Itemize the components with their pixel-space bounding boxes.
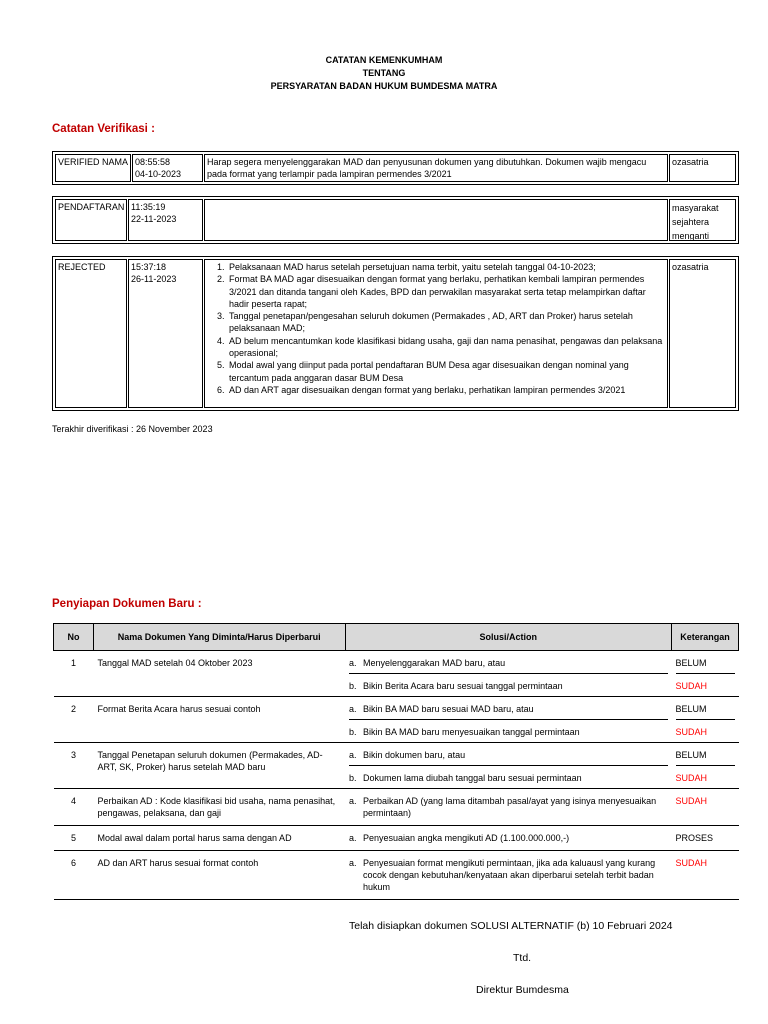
column-header-nama: Nama Dokumen Yang Diminta/Harus Diperbarui [93, 624, 345, 651]
row-nama: Format Berita Acara harus sesuai contoh [93, 697, 345, 743]
solusi-text: Bikin Berita Acara baru sesuai tanggal permintaan [363, 681, 563, 691]
doc-title-line-1: CATATAN KEMENKUMHAM [325, 55, 443, 65]
table-header-row [54, 624, 739, 651]
row-nama: AD dan ART harus sesuai format contoh [93, 851, 345, 900]
row-no: 1 [54, 651, 94, 697]
row-keterangan [672, 789, 739, 826]
table-row [54, 651, 739, 697]
solusi-text: Dokumen lama diubah tanggal baru sesuai permintaan [363, 773, 582, 783]
solusi-item [349, 673, 667, 696]
rejection-item: 4. AD belum mencantumkan kode klasifikasi bidang usaha, gaji dan nama penasihat, pengawas dan pelaksana operasional; [227, 335, 665, 360]
entry-datetime [132, 154, 203, 182]
doc-title-line-2: TENTANG [362, 68, 406, 78]
entry-user: masyarakat sejahtera menganti [669, 199, 736, 241]
entry-date: 04-10-2023 [135, 169, 182, 179]
row-nama: Perbaikan AD : Kode klasifikasi bid usaha, nama penasihat, pengawas, pelaksana, dan gaji [93, 789, 345, 826]
status-badge: SUDAH [675, 858, 708, 868]
table-row [54, 697, 739, 743]
entry-datetime [128, 199, 203, 241]
solusi-letter: a. [349, 704, 357, 714]
entry-time: 15:37:18 [131, 262, 167, 272]
verifikasi-entry [52, 151, 739, 185]
solusi-item [349, 697, 667, 719]
row-solusi [345, 651, 671, 697]
doc-title-line-3: PERSYARATAN BADAN HUKUM BUMDESMA MATRA [270, 81, 498, 91]
row-nama: Modal awal dalam portal harus sama dengan AD [93, 826, 345, 851]
rejection-item: 5. Modal awal yang diinput pada portal pendaftaran BUM Desa agar disesuaikan dengan nominal yang tercantum pada anggaran dasar BUM Desa [227, 359, 665, 384]
entry-status: PENDAFTARAN [55, 199, 127, 241]
solusi-item [349, 651, 667, 673]
rejection-item: 1. Pelaksanaan MAD harus setelah persetujuan nama terbit, yaitu setelah tanggal 04-10-2023; [227, 261, 665, 273]
status-badge: SUDAH [676, 765, 735, 788]
solusi-item [349, 743, 667, 765]
status-badge: BELUM [675, 658, 707, 668]
status-badge: PROSES [675, 833, 714, 843]
solusi-item [349, 719, 667, 742]
status-badge: BELUM [675, 704, 707, 714]
solusi-item [349, 851, 667, 899]
entry-date: 26-11-2023 [131, 274, 177, 284]
row-keterangan [672, 826, 739, 851]
entry-user: ozasatria [669, 154, 736, 182]
entry-note: Harap segera menyelenggarakan MAD dan penyusunan dokumen yang dibutuhkan. Dokumen wajib mengacu pada format yang terlampir pada lampiran permendes 3/2021 [204, 154, 668, 182]
row-solusi [345, 789, 671, 826]
solusi-letter: a. [349, 796, 357, 806]
rejection-item: 3. Tanggal penetapan/pengesahan seluruh dokumen (Permakades , AD, ART dan Proker) harus setelah pelaksanaan MAD; [227, 310, 665, 335]
signature-ttd: Ttd. [513, 952, 532, 964]
row-solusi [345, 743, 671, 789]
solusi-text: Penyesuaian format mengikuti permintaan, jika ada kaluausl yang kurang cocok dengan kebutuhan/kenyataan akan diperbarui setelah terbit badan hukum [363, 858, 656, 892]
table-row [54, 789, 739, 826]
solusi-text: Bikin dokumen baru, atau [363, 750, 466, 760]
rejection-item: 6. AD dan ART agar disesuaikan dengan format yang berlaku, perhatikan lampiran permendes 3/2021 [227, 384, 665, 396]
row-keterangan [672, 651, 739, 697]
solusi-item [349, 789, 667, 823]
entry-time: 08:55:58 [135, 157, 171, 167]
signer-title: Direktur Bumdesma [476, 984, 569, 996]
entry-status: VERIFIED NAMA [55, 154, 131, 182]
row-solusi [345, 851, 671, 900]
prepared-statement: Telah disiapkan dokumen SOLUSI ALTERNATIF (b) 10 Februari 2024 [349, 920, 673, 932]
solusi-text: Bikin BA MAD baru sesuai MAD baru, atau [363, 704, 534, 714]
row-nama: Tanggal Penetapan seluruh dokumen (Permakades, AD-ART, SK, Proker) harus setelah MAD baru [93, 743, 345, 789]
row-keterangan [672, 851, 739, 900]
row-keterangan [672, 697, 739, 743]
solusi-letter: b. [349, 727, 357, 737]
entry-note [204, 259, 668, 408]
solusi-item [349, 826, 667, 848]
solusi-letter: a. [349, 658, 357, 668]
verifikasi-entry [52, 256, 739, 411]
solusi-item [349, 765, 667, 788]
row-solusi [345, 826, 671, 851]
column-header-no: No [54, 624, 94, 651]
row-solusi [345, 697, 671, 743]
entry-datetime [128, 259, 203, 408]
status-badge: SUDAH [676, 719, 735, 742]
documents-table [53, 623, 739, 900]
verifikasi-heading: Catatan Verifikasi : [52, 123, 155, 135]
row-no: 5 [54, 826, 94, 851]
row-no: 2 [54, 697, 94, 743]
status-badge: BELUM [675, 750, 707, 760]
entry-status: REJECTED [55, 259, 127, 408]
table-row [54, 826, 739, 851]
column-header-solusi: Solusi/Action [345, 624, 671, 651]
solusi-letter: b. [349, 773, 357, 783]
solusi-letter: b. [349, 681, 357, 691]
solusi-text: Perbaikan AD (yang lama ditambah pasal/ayat yang isinya menyesuaikan permintaan) [363, 796, 657, 818]
solusi-letter: a. [349, 833, 357, 843]
entry-user: ozasatria [669, 259, 736, 408]
entry-time: 11:35:19 [131, 202, 166, 212]
row-no: 3 [54, 743, 94, 789]
rejection-list [207, 261, 665, 396]
table-row [54, 851, 739, 900]
column-header-keterangan: Keterangan [672, 624, 739, 651]
status-badge: SUDAH [675, 796, 708, 806]
status-badge: SUDAH [676, 673, 735, 696]
solusi-text: Penyesuaian angka mengikuti AD (1.100.000.000,-) [363, 833, 570, 843]
table-row [54, 743, 739, 789]
entry-date: 22-11-2023 [131, 214, 177, 224]
row-no: 4 [54, 789, 94, 826]
entry-note [204, 199, 668, 241]
solusi-text: Menyelenggarakan MAD baru, atau [363, 658, 506, 668]
solusi-letter: a. [349, 858, 357, 868]
row-nama: Tanggal MAD setelah 04 Oktober 2023 [93, 651, 345, 697]
penyiapan-heading: Penyiapan Dokumen Baru : [52, 598, 202, 610]
verifikasi-entry [52, 196, 739, 244]
solusi-letter: a. [349, 750, 357, 760]
rejection-item: 2. Format BA MAD agar disesuaikan dengan format yang berlaku, perhatikan kembali lampiran permendes 3/2021 dan ditanda tangani oleh Kades, BPD dan perwakilan masyarakat serta tetap melampirkan daftar hadir peserta rapat; [227, 273, 665, 310]
row-no: 6 [54, 851, 94, 900]
last-verified-text: Terakhir diverifikasi : 26 November 2023 [52, 424, 213, 434]
solusi-text: Bikin BA MAD baru menyesuaikan tanggal permintaan [363, 727, 580, 737]
row-keterangan [672, 743, 739, 789]
